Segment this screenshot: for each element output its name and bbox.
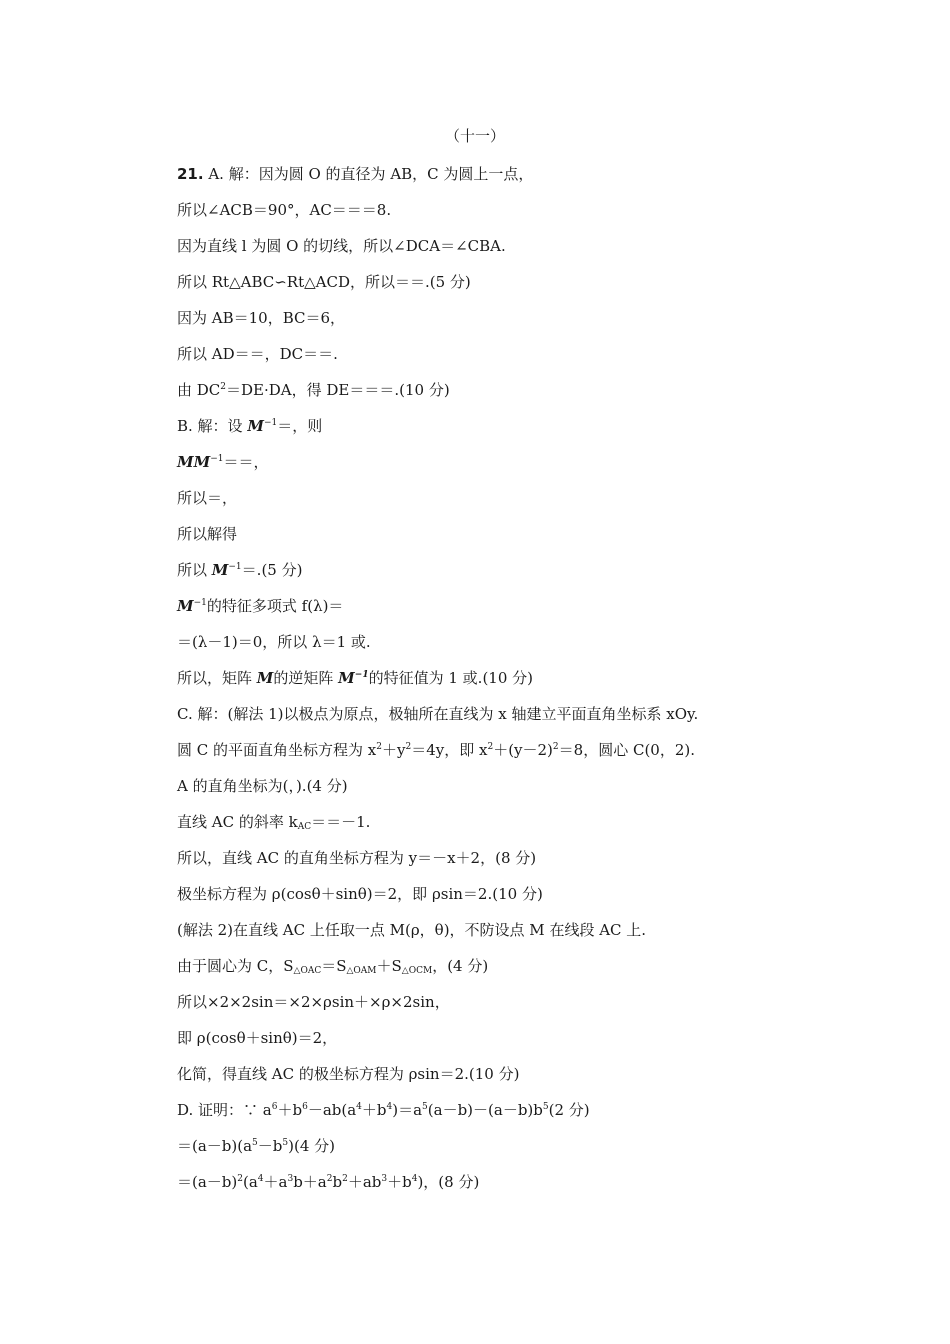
line-b-4: 所以解得 xyxy=(177,525,238,543)
line-d-1: D. 证明：∵ $a^6+b^6-ab(a^4+b^4)=a^5(a-b)-(a-b)b^5(2$ 分) xyxy=(177,1101,590,1119)
line-d-3: $=(a-b)^2(a^4+a^3b+a^2b^2+ab^3+b^4)$，(8 分) xyxy=(177,1173,480,1191)
line-c-2: 圆 C 的平面直角坐标方程为 $x^2+y^2=4y$，即 $x^2+(y-2)^2=8$，圆心 C(0，2). xyxy=(177,741,696,759)
question-number: 21. xyxy=(177,165,204,183)
line-c-10: 即 ρ(cosθ＋sinθ)＝2， xyxy=(177,1029,338,1047)
solution-body xyxy=(177,160,897,1204)
line-a-2: 所以∠ACB＝90°，AC＝＝＝8. xyxy=(177,201,392,219)
line-b-8: 所以，矩阵 M的逆矩阵 $M^{-1}$的特征值为 1 或.(10 分) xyxy=(177,669,534,687)
line-a-6: 所以 AD＝＝，DC＝＝. xyxy=(177,345,338,363)
line-c-1: C. 解：(解法 1)以极点为原点，极轴所在直线为 x 轴建立平面直角坐标系 xOy. xyxy=(177,705,699,723)
line-b-1: B. 解：设 $M^{-1}=$，则 xyxy=(177,417,323,435)
line-a-1: 21. A. 解：因为圆 O 的直径为 AB，C 为圆上一点， xyxy=(177,165,534,183)
line-c-8: 由于圆心为 C，$S_{\triangle OAC}=S_{\triangle OAM}+S_{\triangle OCM}$，(4 分) xyxy=(177,957,489,976)
line-c-3: A 的直角坐标为(，).(4 分) xyxy=(177,777,348,795)
line-a-7: 由 $DC^2=DE\cdot DA$，得 DE＝＝＝.(10 分) xyxy=(177,381,450,399)
line-b-3: 所以＝， xyxy=(177,489,238,507)
line-c-6: 极坐标方程为 ρ(cosθ＋sinθ)＝2，即 ρsin＝2.(10 分) xyxy=(177,885,543,903)
line-b-6: $M^{-1}$的特征多项式 f(λ)＝ xyxy=(177,597,344,615)
line-b-2: $MM^{-1}==$， xyxy=(177,453,269,471)
line-a-4: 所以 Rt△ABC∽Rt△ACD，所以＝＝.(5 分) xyxy=(177,273,471,291)
line-c-7: (解法 2)在直线 AC 上任取一点 M(ρ，θ)，不防设点 M 在线段 AC 上. xyxy=(177,921,647,939)
line-b-5: 所以 $M^{-1}=.(5$ 分) xyxy=(177,561,303,579)
line-c-5: 所以，直线 AC 的直角坐标方程为 y＝－x＋2，(8 分) xyxy=(177,849,537,867)
line-d-2: $=(a-b)(a^5-b^5)(4$ 分) xyxy=(177,1137,335,1155)
line-a-5: 因为 AB＝10，BC＝6， xyxy=(177,309,346,327)
line-c-11: 化简，得直线 AC 的极坐标方程为 ρsin＝2.(10 分) xyxy=(177,1065,520,1083)
line-a-3: 因为直线 l 为圆 O 的切线，所以∠DCA＝∠CBA. xyxy=(177,237,506,255)
line-c-9: 所以×2×2sin＝×2×ρsin＋×ρ×2sin， xyxy=(177,993,450,1011)
line-c-4: 直线 AC 的斜率 $k_{AC}==-1$. xyxy=(177,813,371,832)
section-title: （十一） xyxy=(444,127,505,145)
line-b-7: ＝(λ－1)＝0，所以 λ＝1 或. xyxy=(177,633,371,651)
